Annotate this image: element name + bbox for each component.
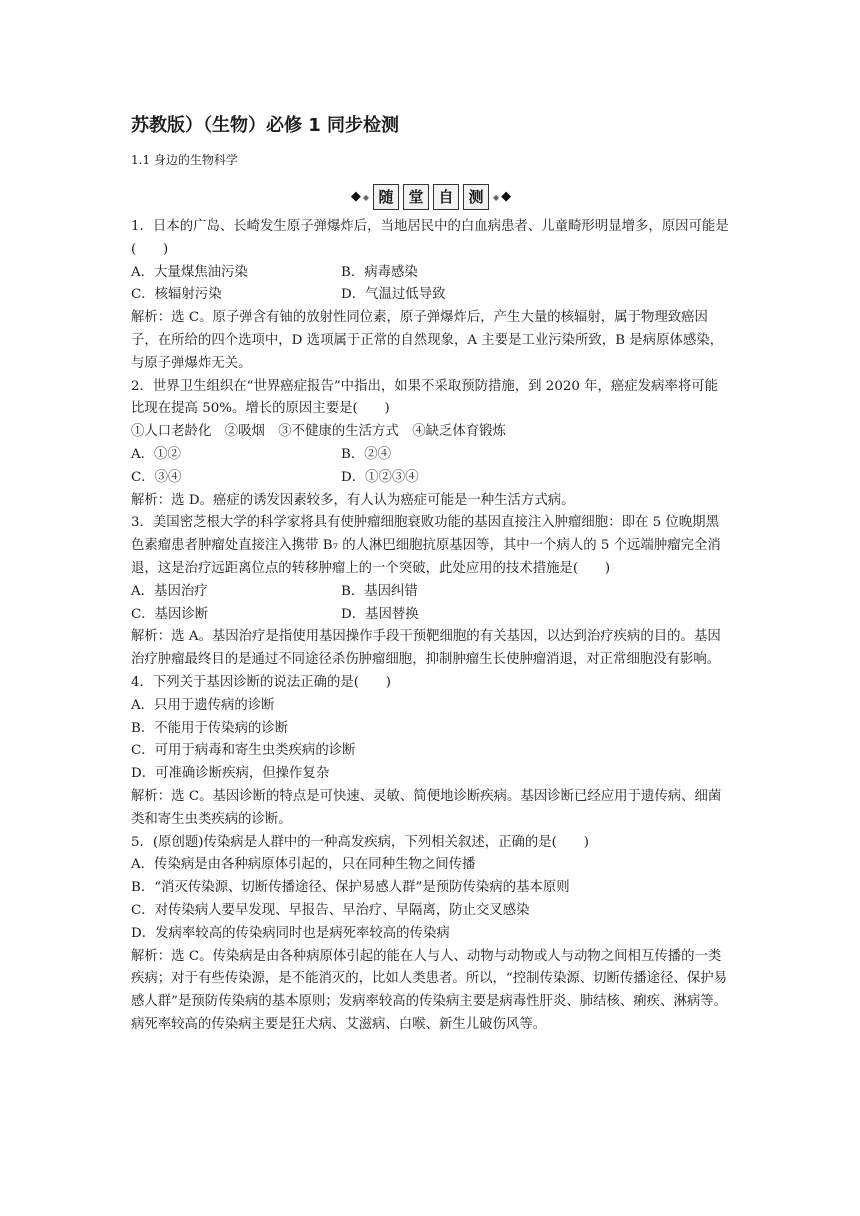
option-a: A．①② [131,446,181,462]
section-subtitle: 1.1 身边的生物科学 [131,153,238,167]
banner-char: 测 [463,184,489,210]
dot-left-icon: ◆ [362,192,369,202]
option-b: B．“消灭传染源、切断传播途径、保护易感人群”是预防传染病的基本原则 [131,880,570,896]
document-content [131,112,731,1037]
question-extra: ①人口老龄化 ②吸烟 ③不健康的生活方式 ④缺乏体育锻炼 [131,424,506,440]
option-row [131,444,731,467]
option-b: B．不能用于传染病的诊断 [131,720,289,736]
question-stem: 5．(原创题)传染病是人群中的一种高发疾病，下列相关叙述，正确的是( ) [131,834,589,850]
option-b: B．②④ [341,446,392,462]
question-stem: 4．下列关于基因诊断的说法正确的是( ) [131,674,391,690]
option-b: B．基因纠错 [341,583,418,599]
option-a: A．只用于遗传病的诊断 [131,697,275,713]
option-c: C．可用于病毒和寄生虫类疾病的诊断 [131,743,356,759]
option-c: C．核辐射污染 [131,287,222,303]
question-analysis: 解析：选 C。原子弹含有铀的放射性同位素，原子弹爆炸后，产生大量的核辐射，属于物理致癌因子，在所给的四个选项中，D 选项属于正常的自然现象，A 主要是工业污染所致，B 是病原体感染，与原子弹爆炸无关。 [131,310,724,371]
banner-char: 堂 [403,184,429,210]
dot-right-icon: ◆ [493,192,500,202]
option-row [131,581,731,604]
banner-char: 自 [433,184,459,210]
option-a: A．传染病是由各种病原体引起的，只在同种生物之间传播 [131,857,476,873]
option-d: D．基因替换 [341,606,419,622]
section-banner [131,184,731,210]
option-row [131,604,731,627]
question-list [131,216,731,1037]
question-stem: 1．日本的广岛、长崎发生原子弹爆炸后，当地居民中的白血病患者、儿童畸形明显增多，原因可能是( ) [131,219,729,257]
document-title: 苏教版）（生物）必修 1 同步检测 [131,115,400,136]
option-row [131,467,731,490]
option-d: D．①②③④ [341,469,419,485]
question-analysis: 解析：选 C。基因诊断的特点是可快速、灵敏、简便地诊断疾病。基因诊断已经应用于遗传病、细菌类和寄生虫类疾病的诊断。 [131,788,722,827]
option-a: A．大量煤焦油污染 [131,264,248,280]
option-d: D．可准确诊断疾病，但操作复杂 [131,766,330,782]
diamond-right-icon: ◆ [501,189,512,204]
question-analysis: 解析：选 C。传染病是由各种病原体引起的能在人与人、动物与动物或人与动物之间相互传播的一类疾病；对于有些传染源，是不能消灭的，比如人类患者。所以，“控制传染源、切断传播途径、保护易感人群”是预防传染病的基本原则；发病率较高的传染病主要是病毒性肝炎、肺结核、痢疾、淋病等。病死率较高的传染病主要是狂犬病、艾滋病、白喉、新生儿破伤风等。 [131,948,728,1032]
option-c: C．对传染病人要早发现、早报告、早治疗、早隔离，防止交叉感染 [131,902,530,918]
option-d: D．发病率较高的传染病同时也是病死率较高的传染病 [131,925,450,941]
question-analysis: 解析：选 A。基因治疗是指使用基因操作手段干预靶细胞的有关基因，以达到治疗疾病的目的。基因治疗肿瘤最终目的是通过不同途径杀伤肿瘤细胞，抑制肿瘤生长使肿瘤消退，对正常细胞没有影响。 [131,629,721,668]
option-d: D．气温过低导致 [341,287,446,303]
diamond-left-icon: ◆ [350,189,361,204]
option-c: C．③④ [131,469,182,485]
option-row [131,262,731,285]
option-a: A．基因治疗 [131,583,208,599]
banner-char: 随 [373,184,399,210]
option-b: B．病毒感染 [341,264,418,280]
option-row [131,284,731,307]
option-c: C．基因诊断 [131,606,209,622]
question-analysis: 解析：选 D。癌症的诱发因素较多，有人认为癌症可能是一种生活方式病。 [131,492,575,508]
question-stem: 2．世界卫生组织在“世界癌症报告”中指出，如果不采取预防措施，到 2020 年，癌症发病率将可能比现在提高 50%。增长的原因主要是( ) [131,378,719,417]
question-stem: 3．美国密芝根大学的科学家将具有使肿瘤细胞衰败功能的基因直接注入肿瘤细胞：即在 5 位晚期黑色素瘤患者肿瘤处直接注入携带 B₇ 的人淋巴细胞抗原基因等，其中一个病人的 5 个远端肿瘤完全消退，这是治疗远距离位点的转移肿瘤上的一个突破，此处应用的技术措施是( ) [131,515,721,576]
